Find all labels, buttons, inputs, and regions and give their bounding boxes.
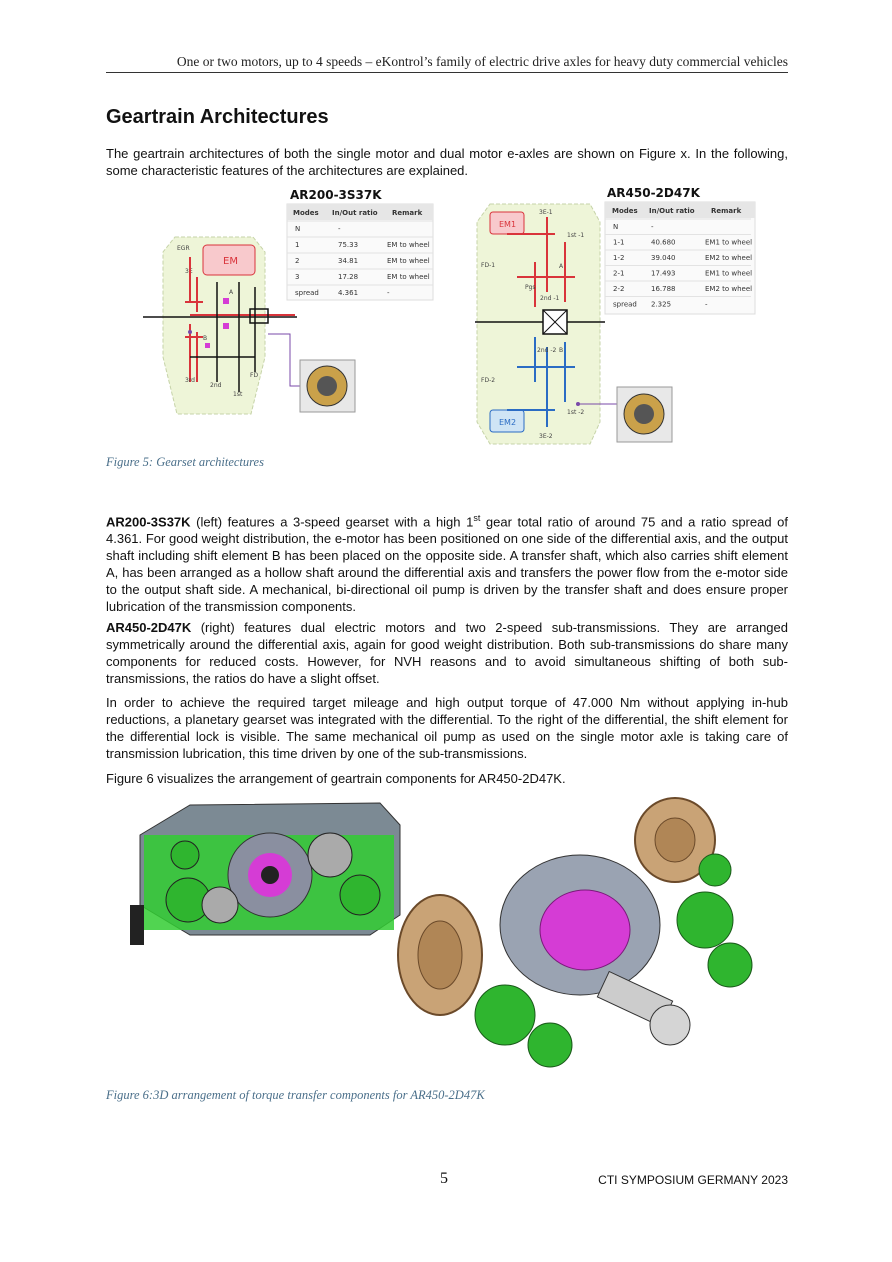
left-b-label: B bbox=[203, 335, 208, 342]
right-table-cell: 17.493 bbox=[651, 269, 676, 278]
right-em2-label: EM2 bbox=[499, 418, 517, 427]
right-table-cell: 2-1 bbox=[613, 269, 625, 278]
isometric-rendering bbox=[398, 798, 752, 1067]
left-ratio-table bbox=[287, 204, 433, 300]
right-table-cell: 2.325 bbox=[651, 300, 672, 309]
right-table-cell: spread bbox=[613, 300, 637, 309]
paragraph-figure6-ref: Figure 6 visualizes the arrangement of geartrain components for AR450-2D47K. bbox=[106, 771, 566, 786]
right-b-label: B bbox=[559, 347, 564, 354]
left-table-cell: N bbox=[295, 225, 301, 233]
paragraph-ar450: AR450-2D47K (right) features dual electric motors and two 2-speed sub-transmissions. They are arranged symmetrically around the differential axis, again for good weight distribution. Both sub-transmissions do share many components for reduced costs. However, for NVH reasons and to avoid simultaneous shifting of both sub-transmissions, the ratios do have a slight offset. bbox=[106, 620, 788, 686]
right-table-cell: EM1 to wheel bbox=[705, 238, 753, 247]
right-table-cell: N bbox=[613, 223, 619, 231]
paragraph-ar200: AR200-3S37K (left) features a 3-speed gearset with a high 1st gear total ratio of around 75 and a ratio spread of 4.361. For good weight distribution, the e-motor has been positioned on one side of the differential axis, and the output shaft including shift element B has been placed on the opposite side. A transfer shaft, which also carries shift element A, has been arranged as a hollow shaft around the differential axis and transfers the power flow from the e-motor side to the output shaft side. A mechanical, bi-directional oil pump is driven by the transfer shaft and does ensure proper lubrication of the transmission components. bbox=[106, 513, 788, 615]
right-housing bbox=[475, 204, 618, 444]
paragraph-planetary: In order to achieve the required target mileage and high output torque of 47.000 Nm without applying in-hub reductions, a planetary gearset was integrated with the differential. To the right of the differential, the shift element for the differential lock is visible. The same mechanical oil pump as used on the single motor axle is taking care of transmission lubrication, this time driven by one of the sub-transmissions. bbox=[106, 695, 788, 761]
right-3e1-label: 3E-1 bbox=[539, 209, 553, 216]
section-title: Geartrain Architectures bbox=[106, 106, 329, 128]
right-table-cell: 40.680 bbox=[651, 238, 676, 247]
right-3e2-label: 3E-2 bbox=[539, 433, 553, 440]
figure-6-caption: Figure 6:3D arrangement of torque transfer components for AR450-2D47K bbox=[106, 1088, 485, 1102]
right-table-cell: 16.788 bbox=[651, 285, 676, 293]
figure-6-3d-rendering bbox=[130, 795, 770, 1080]
right-1st2-label: 1st -2 bbox=[567, 409, 585, 416]
planetary-differential bbox=[540, 890, 630, 970]
left-egr-label: EGR bbox=[177, 245, 190, 252]
left-table-cell: - bbox=[338, 225, 341, 233]
right-1st1-label: 1st -1 bbox=[567, 232, 585, 239]
left-3e-label: 3E bbox=[185, 268, 193, 275]
left-header-modes: Modes bbox=[293, 209, 319, 217]
left-header-remark: Remark bbox=[392, 209, 423, 217]
figure-5-caption: Figure 5: Gearset architectures bbox=[106, 455, 264, 469]
left-table-cell: 2 bbox=[295, 257, 300, 265]
right-table-cell: 39.040 bbox=[651, 254, 676, 262]
right-fd2-label: FD-2 bbox=[481, 377, 496, 384]
right-table-cell: 1-1 bbox=[613, 238, 625, 247]
left-table-cell: spread bbox=[295, 289, 319, 297]
left-shift-element-a bbox=[223, 298, 229, 304]
left-oil-pump-photo bbox=[300, 360, 355, 412]
left-table-cell: 34.81 bbox=[338, 257, 359, 265]
intro-paragraph: The geartrain architectures of both the single motor and dual motor e-axles are shown on Figure x. In the following, some characteristic features of the architectures are explained. bbox=[106, 146, 788, 178]
right-header-ratio: In/Out ratio bbox=[649, 207, 695, 215]
right-header-modes: Modes bbox=[612, 207, 638, 215]
right-table-cell: EM2 to wheel bbox=[705, 254, 753, 262]
left-table-cell: 3 bbox=[295, 273, 300, 281]
left-3rd-label: 3rd bbox=[185, 377, 195, 384]
left-table-cell: 17.28 bbox=[338, 273, 359, 281]
left-table-cell: 1 bbox=[295, 241, 300, 249]
left-fd-label: FD bbox=[250, 372, 259, 379]
right-header-remark: Remark bbox=[711, 207, 742, 215]
right-oil-pump-photo bbox=[617, 387, 672, 442]
left-header-ratio: In/Out ratio bbox=[332, 209, 378, 217]
right-2nd1-label: 2nd -1 bbox=[540, 295, 560, 302]
right-a-label: A bbox=[559, 263, 564, 270]
header-rule bbox=[106, 72, 788, 73]
right-2nd2-label: 2nd -2 bbox=[537, 347, 557, 354]
left-em-label: EM bbox=[223, 256, 238, 267]
left-title: AR200-3S37K bbox=[290, 188, 382, 202]
left-1st-label: 1st bbox=[233, 391, 243, 398]
right-pgs-label: Pgs bbox=[525, 284, 536, 291]
left-table-cell: 75.33 bbox=[338, 241, 359, 249]
running-header: One or two motors, up to 4 speeds – eKontrol’s family of electric drive axles for heavy duty commercial vehicles bbox=[176, 54, 788, 69]
right-em1-label: EM1 bbox=[499, 220, 517, 229]
left-table-cell: EM to wheel bbox=[387, 241, 430, 249]
left-table-cell: EM to wheel bbox=[387, 273, 430, 281]
ar450-term: AR450-2D47K bbox=[106, 620, 192, 635]
right-table-cell: EM2 to wheel bbox=[705, 285, 753, 293]
figure-5-gearset-diagram bbox=[135, 182, 765, 450]
footer-event: CTI SYMPOSIUM GERMANY 2023 bbox=[598, 1173, 788, 1187]
right-table-cell: EM1 to wheel bbox=[705, 269, 753, 278]
page-number: 5 bbox=[440, 1170, 448, 1187]
right-table-cell: 1-2 bbox=[613, 254, 625, 262]
left-a-label: A bbox=[229, 289, 234, 296]
side-view-rendering bbox=[130, 803, 400, 945]
right-table-cell: - bbox=[705, 300, 708, 309]
right-fd1-label: FD-1 bbox=[481, 262, 496, 269]
right-table-cell: 2-2 bbox=[613, 285, 625, 293]
left-table-cell: - bbox=[387, 289, 390, 297]
left-table-cell: 4.361 bbox=[338, 289, 359, 297]
left-shift-element-b bbox=[223, 323, 229, 329]
ar200-term: AR200-3S37K bbox=[106, 514, 191, 530]
right-ratio-table bbox=[605, 202, 755, 314]
right-table-cell: - bbox=[651, 223, 654, 231]
left-table-cell: EM to wheel bbox=[387, 257, 430, 265]
left-housing bbox=[143, 237, 300, 414]
left-2nd-label: 2nd bbox=[210, 382, 222, 389]
right-title: AR450-2D47K bbox=[607, 186, 700, 200]
